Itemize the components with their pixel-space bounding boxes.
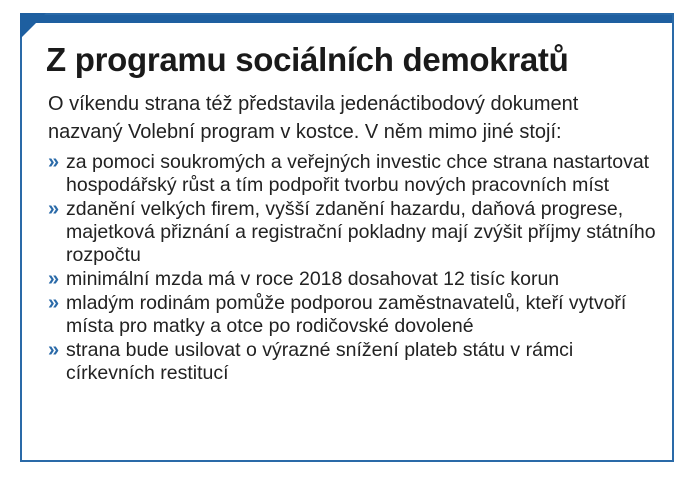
top-accent-bar: [22, 15, 672, 23]
list-item: [48, 268, 658, 291]
bullet-icon: »: [48, 339, 60, 361]
intro-paragraph: O víkendu strana též představila jedenáctibodový dokument nazvaný Volební program v kostce. V něm mimo jiné stojí:: [48, 93, 579, 143]
bullet-icon: »: [48, 268, 60, 290]
list-item-text: mladým rodinám pomůže podporou zaměstnavatelů, kteří vytvoří místa pro matky a otce po rodičovské dovolené: [66, 292, 627, 337]
list-item: [48, 292, 658, 338]
box-title: Z programu sociálních demokratů: [46, 41, 569, 78]
corner-accent: [20, 13, 46, 39]
bullet-icon: »: [48, 198, 60, 220]
bullet-list: [48, 151, 658, 386]
list-item: [48, 151, 658, 197]
list-item-text: zdanění velkých firem, vyšší zdanění hazardu, daňová progrese, majetková přiznání a registrační pokladny mají zvýšit příjmy státního rozpočtu: [66, 198, 656, 266]
list-item-text: za pomoci soukromých a veřejných investic chce strana nastartovat hospodářský růst a tím podpořit tvorbu nových pracovních míst: [66, 151, 650, 196]
info-box: [20, 13, 674, 462]
bullet-icon: »: [48, 292, 60, 314]
list-item: [48, 198, 658, 267]
bullet-icon: »: [48, 151, 60, 173]
list-item-text: minimální mzda má v roce 2018 dosahovat 12 tisíc korun: [66, 268, 560, 290]
list-item-text: strana bude usilovat o výrazné snížení plateb státu v rámci církevních restitucí: [66, 339, 574, 384]
list-item: [48, 339, 658, 385]
